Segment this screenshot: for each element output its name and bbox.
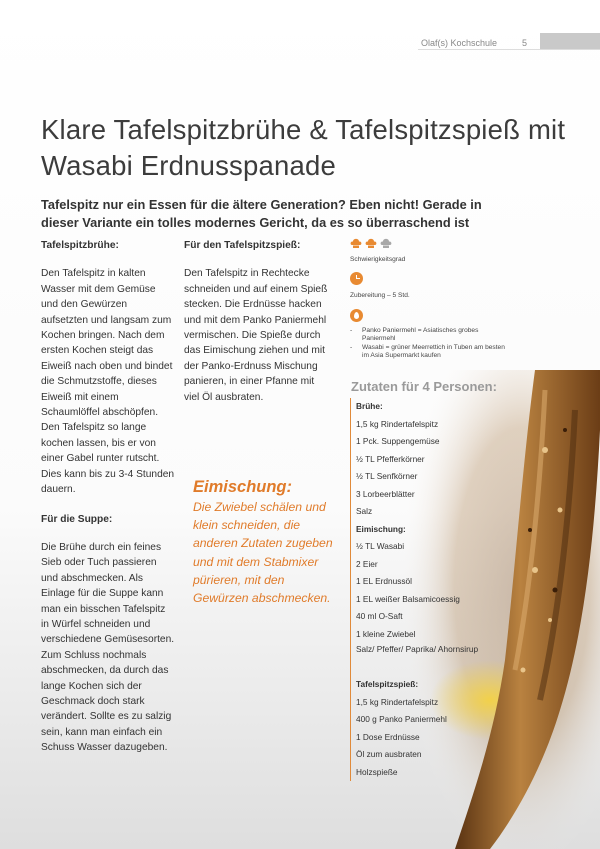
- chef-hat-icon: [350, 237, 362, 249]
- soup-heading: Für die Suppe:: [41, 513, 113, 525]
- ingredient-item: 40 ml O-Saft: [356, 611, 403, 621]
- ingredient-spacer: [356, 667, 496, 676]
- ingredient-group-heading: Tafelspitzspieß:: [356, 679, 419, 689]
- ingredient-group-heading: Brühe:: [356, 401, 383, 411]
- eimischung-text: Die Zwiebel schälen und klein schneiden, die anderen Zutaten zugeben und mit dem Stabmixer pürieren, mit den Gewürzen abschmecken.: [193, 500, 333, 606]
- ingredient-item: 1 EL weißer Balsamicoessig: [356, 593, 460, 604]
- difficulty-label: Schwierigkeitsgrad: [350, 256, 406, 263]
- ingredient-item: ½ TL Pfefferkörner: [356, 453, 425, 464]
- note-item: - Panko Paniermehl = Asiatisches grobes Paniermehl: [350, 327, 510, 343]
- ingredient-item: 1 kleine Zwiebel: [356, 628, 416, 639]
- ingredient-item: Holzspieße: [356, 766, 398, 777]
- ingredients-list: [356, 398, 496, 781]
- broth-heading: Tafelspitzbrühe:: [41, 240, 119, 251]
- column-skewer: [184, 238, 332, 419]
- header-bar: [540, 33, 600, 49]
- page-subtitle: Tafelspitz nur ein Essen für die ältere Generation? Eben nicht! Gerade in dieser Variante ein tolles modernes Gericht, da es so überraschend ist: [41, 197, 482, 230]
- soup-text: Die Brühe durch ein feines Sieb oder Tuch passieren und abschmecken. Als Einlage für die Suppe kann man ein bisschen Tafelspitz in Würfel schneiden und verschiedene Gemüsesorten. Zum Schluss nochmals abschmecken, da durch das lange Kochen sich der Geschmack doch stark verändert. Sollte es zu salzig sein, kann man einfach ein Schuss Wasser dazugeben.: [41, 541, 175, 754]
- ingredient-item: 3 Lorbeerblätter: [356, 488, 415, 499]
- ingredient-item: 1 Dose Erdnüsse: [356, 731, 420, 742]
- eimischung-callout: [193, 476, 343, 607]
- notes-list: [350, 327, 510, 361]
- chef-hat-icon: [380, 237, 392, 249]
- ingredient-item: Öl zum ausbraten: [356, 749, 422, 759]
- clock-icon: [350, 272, 363, 285]
- ingredient-item: Salz: [356, 506, 373, 516]
- difficulty-rating: [350, 237, 392, 249]
- page-number: 5: [522, 38, 528, 48]
- page-title: Klare Tafelspitzbrühe & Tafelspitzspieß mit Wasabi Erdnusspanade: [41, 114, 566, 181]
- ingredient-item: 400 g Panko Paniermehl: [356, 714, 447, 724]
- header-divider: [418, 49, 600, 50]
- ingredients-box: [350, 398, 496, 781]
- header-title: Olaf(s) Kochschule: [421, 38, 498, 48]
- prep-time-label: Zubereitung – 5 Std.: [350, 292, 410, 299]
- skewer-text: Den Tafelspitz in Rechtecke schneiden und auf einem Spieß stecken. Die Erdnüsse hacken und mit dem Panko Paniermehl vermischen. Die Spieße durch das Eimischung ziehen und mit der Panko-Erdnuss Mischung panieren, in einer Pfanne mit viel Öl ausbraten.: [184, 268, 328, 403]
- ingredient-item: 2 Eier: [356, 558, 378, 569]
- ingredient-group-heading: Eimischung:: [356, 523, 406, 534]
- column-broth: [41, 238, 175, 770]
- ingredient-item: 1 EL Erdnussöl: [356, 576, 412, 586]
- ingredient-item: Salz/ Pfeffer/ Paprika/ Ahornsirup: [356, 644, 479, 654]
- ingredient-item: 1,5 kg Rindertafelspitz: [356, 696, 439, 707]
- ingredient-item: ½ TL Wasabi: [356, 541, 405, 551]
- ingredient-item: 1,5 kg Rindertafelspitz: [356, 418, 439, 429]
- chef-hat-icon: [365, 237, 377, 249]
- broth-text: Den Tafelspitz in kalten Wasser mit dem Gemüse und den Gewürzen aufsetzten und langsam zum Kochen bringen. Nach dem ersten Kochen steigt das Eiweiß nach oben und bindet die Schmutzstoffe, dieses Eiweiß mit einem Schaumlöffel abschöpfen. Den Tafelspitz so lange kochen lassen, bis er von einer Gabel runter rutscht. Dies kann bis zu 3-4 Stunden dauern.: [41, 268, 175, 496]
- ingredient-item: ½ TL Senfkörner: [356, 471, 418, 481]
- skewer-heading: Für den Tafelspitzspieß:: [184, 240, 301, 251]
- eimischung-title: Eimischung:: [193, 478, 293, 496]
- ingredient-item: 1 Pck. Suppengemüse: [356, 436, 440, 446]
- ingredients-title: Zutaten für 4 Personen:: [351, 379, 497, 394]
- flame-icon: [350, 309, 363, 322]
- note-item: - Wasabi = grüner Meerrettich in Tuben am besten im Asia Supermarkt kaufen: [350, 344, 510, 360]
